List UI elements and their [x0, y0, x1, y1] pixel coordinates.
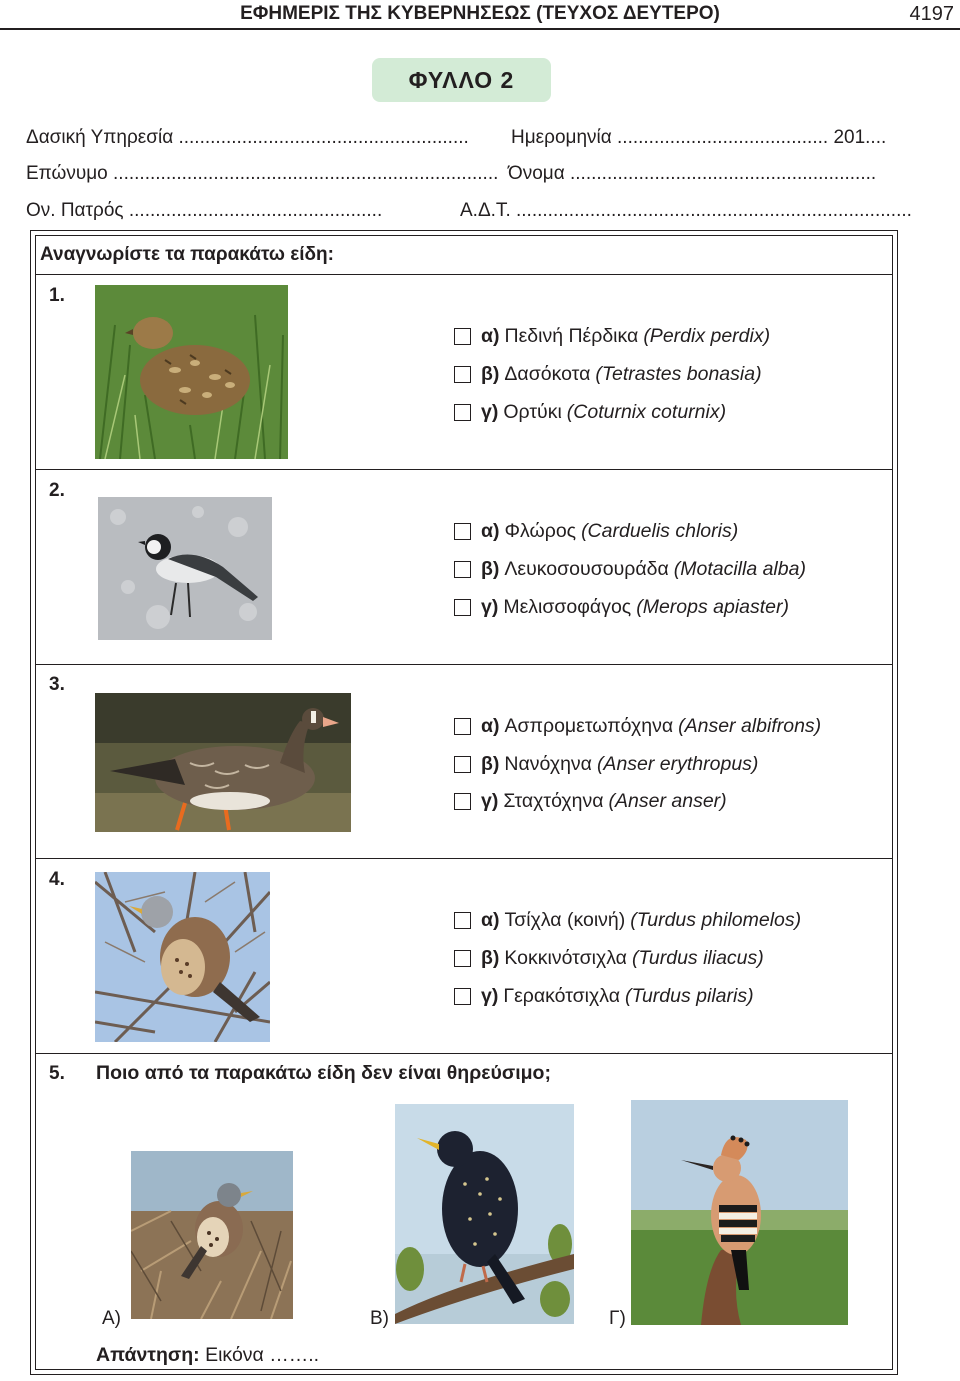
question-number: 2.: [49, 480, 65, 501]
option-1b[interactable]: β) Δασόκοτα (Tetrastes bonasia): [454, 363, 762, 385]
question-5-text: Ποιο από τα παρακάτω είδη δεν είναι θηρεύσιμο;: [96, 1062, 551, 1084]
checkbox[interactable]: [454, 756, 471, 773]
checkbox[interactable]: [454, 404, 471, 421]
gazette-title: ΕΦΗΜΕΡΙΣ ΤΗΣ ΚΥΒΕΡΝΗΣΕΩΣ (ΤΕΥΧΟΣ ΔΕΥΤΕΡΟ): [240, 3, 720, 24]
starling-photo-icon[interactable]: [395, 1104, 574, 1324]
checkbox[interactable]: [454, 328, 471, 345]
surname-field[interactable]: Επώνυμο .........................................................................: [26, 163, 499, 184]
date-field[interactable]: Ημερομηνία ........................................ 201....: [511, 127, 887, 148]
divider: [36, 858, 892, 859]
checkbox[interactable]: [454, 793, 471, 810]
option-2c[interactable]: γ) Μελισσοφάγος (Merops apiaster): [454, 596, 789, 618]
checkbox[interactable]: [454, 523, 471, 540]
image-label-a: Α): [102, 1308, 121, 1329]
answer-text: Εικόνα ……..: [199, 1344, 320, 1366]
checkbox[interactable]: [454, 950, 471, 967]
forest-service-field[interactable]: Δασική Υπηρεσία .......................................................: [26, 127, 469, 148]
thrush-photo-icon: [95, 872, 270, 1042]
option-1a[interactable]: α) Πεδινή Πέρδικα (Perdix perdix): [454, 325, 770, 347]
divider: [36, 274, 892, 275]
option-2b[interactable]: β) Λευκοσουσουράδα (Motacilla alba): [454, 558, 806, 580]
wagtail-photo-icon: [98, 497, 272, 640]
option-4b[interactable]: β) Κοκκινότσιχλα (Turdus iliacus): [454, 947, 764, 969]
goose-photo-icon: [95, 693, 351, 832]
question-number: 5.: [49, 1063, 65, 1084]
checkbox[interactable]: [454, 366, 471, 383]
checkbox[interactable]: [454, 718, 471, 735]
question-number: 4.: [49, 869, 65, 890]
father-name-field[interactable]: Ον. Πατρός ................................................: [26, 200, 383, 221]
option-3a[interactable]: α) Ασπρομετωπόχηνα (Anser albifrons): [454, 715, 821, 737]
checkbox[interactable]: [454, 599, 471, 616]
quail-photo-icon: [95, 285, 288, 459]
checkbox[interactable]: [454, 912, 471, 929]
fieldfare-photo-icon[interactable]: [131, 1151, 293, 1319]
question-number: 3.: [49, 674, 65, 695]
answer-label: Απάντηση:: [96, 1344, 200, 1366]
option-4c[interactable]: γ) Γερακότσιχλα (Turdus pilaris): [454, 985, 754, 1007]
id-field[interactable]: Α.Δ.Τ. ...........................................................................: [460, 200, 912, 221]
divider: [36, 1053, 892, 1054]
option-3b[interactable]: β) Νανόχηνα (Anser erythropus): [454, 753, 758, 775]
sheet-title: ΦΥΛΛΟ 2: [372, 58, 551, 102]
checkbox[interactable]: [454, 988, 471, 1005]
gazette-header: [0, 0, 960, 30]
divider: [36, 664, 892, 665]
option-2a[interactable]: α) Φλώρος (Carduelis chloris): [454, 520, 738, 542]
hoopoe-photo-icon[interactable]: [631, 1100, 848, 1325]
page-number: 4197: [909, 3, 954, 25]
option-4a[interactable]: α) Τσίχλα (κοινή) (Turdus philomelos): [454, 909, 801, 931]
option-1c[interactable]: γ) Ορτύκι (Coturnix coturnix): [454, 401, 726, 423]
question-number: 1.: [49, 285, 65, 306]
name-field[interactable]: Όνομα ..........................................................: [508, 163, 877, 184]
image-label-b: Β): [370, 1308, 389, 1329]
option-3c[interactable]: γ) Σταχτόχηνα (Anser anser): [454, 790, 727, 812]
image-label-c: Γ): [609, 1308, 626, 1329]
instruction-text: Αναγνωρίστε τα παρακάτω είδη:: [40, 244, 334, 265]
checkbox[interactable]: [454, 561, 471, 578]
answer-line[interactable]: [96, 1344, 319, 1367]
divider: [36, 469, 892, 470]
